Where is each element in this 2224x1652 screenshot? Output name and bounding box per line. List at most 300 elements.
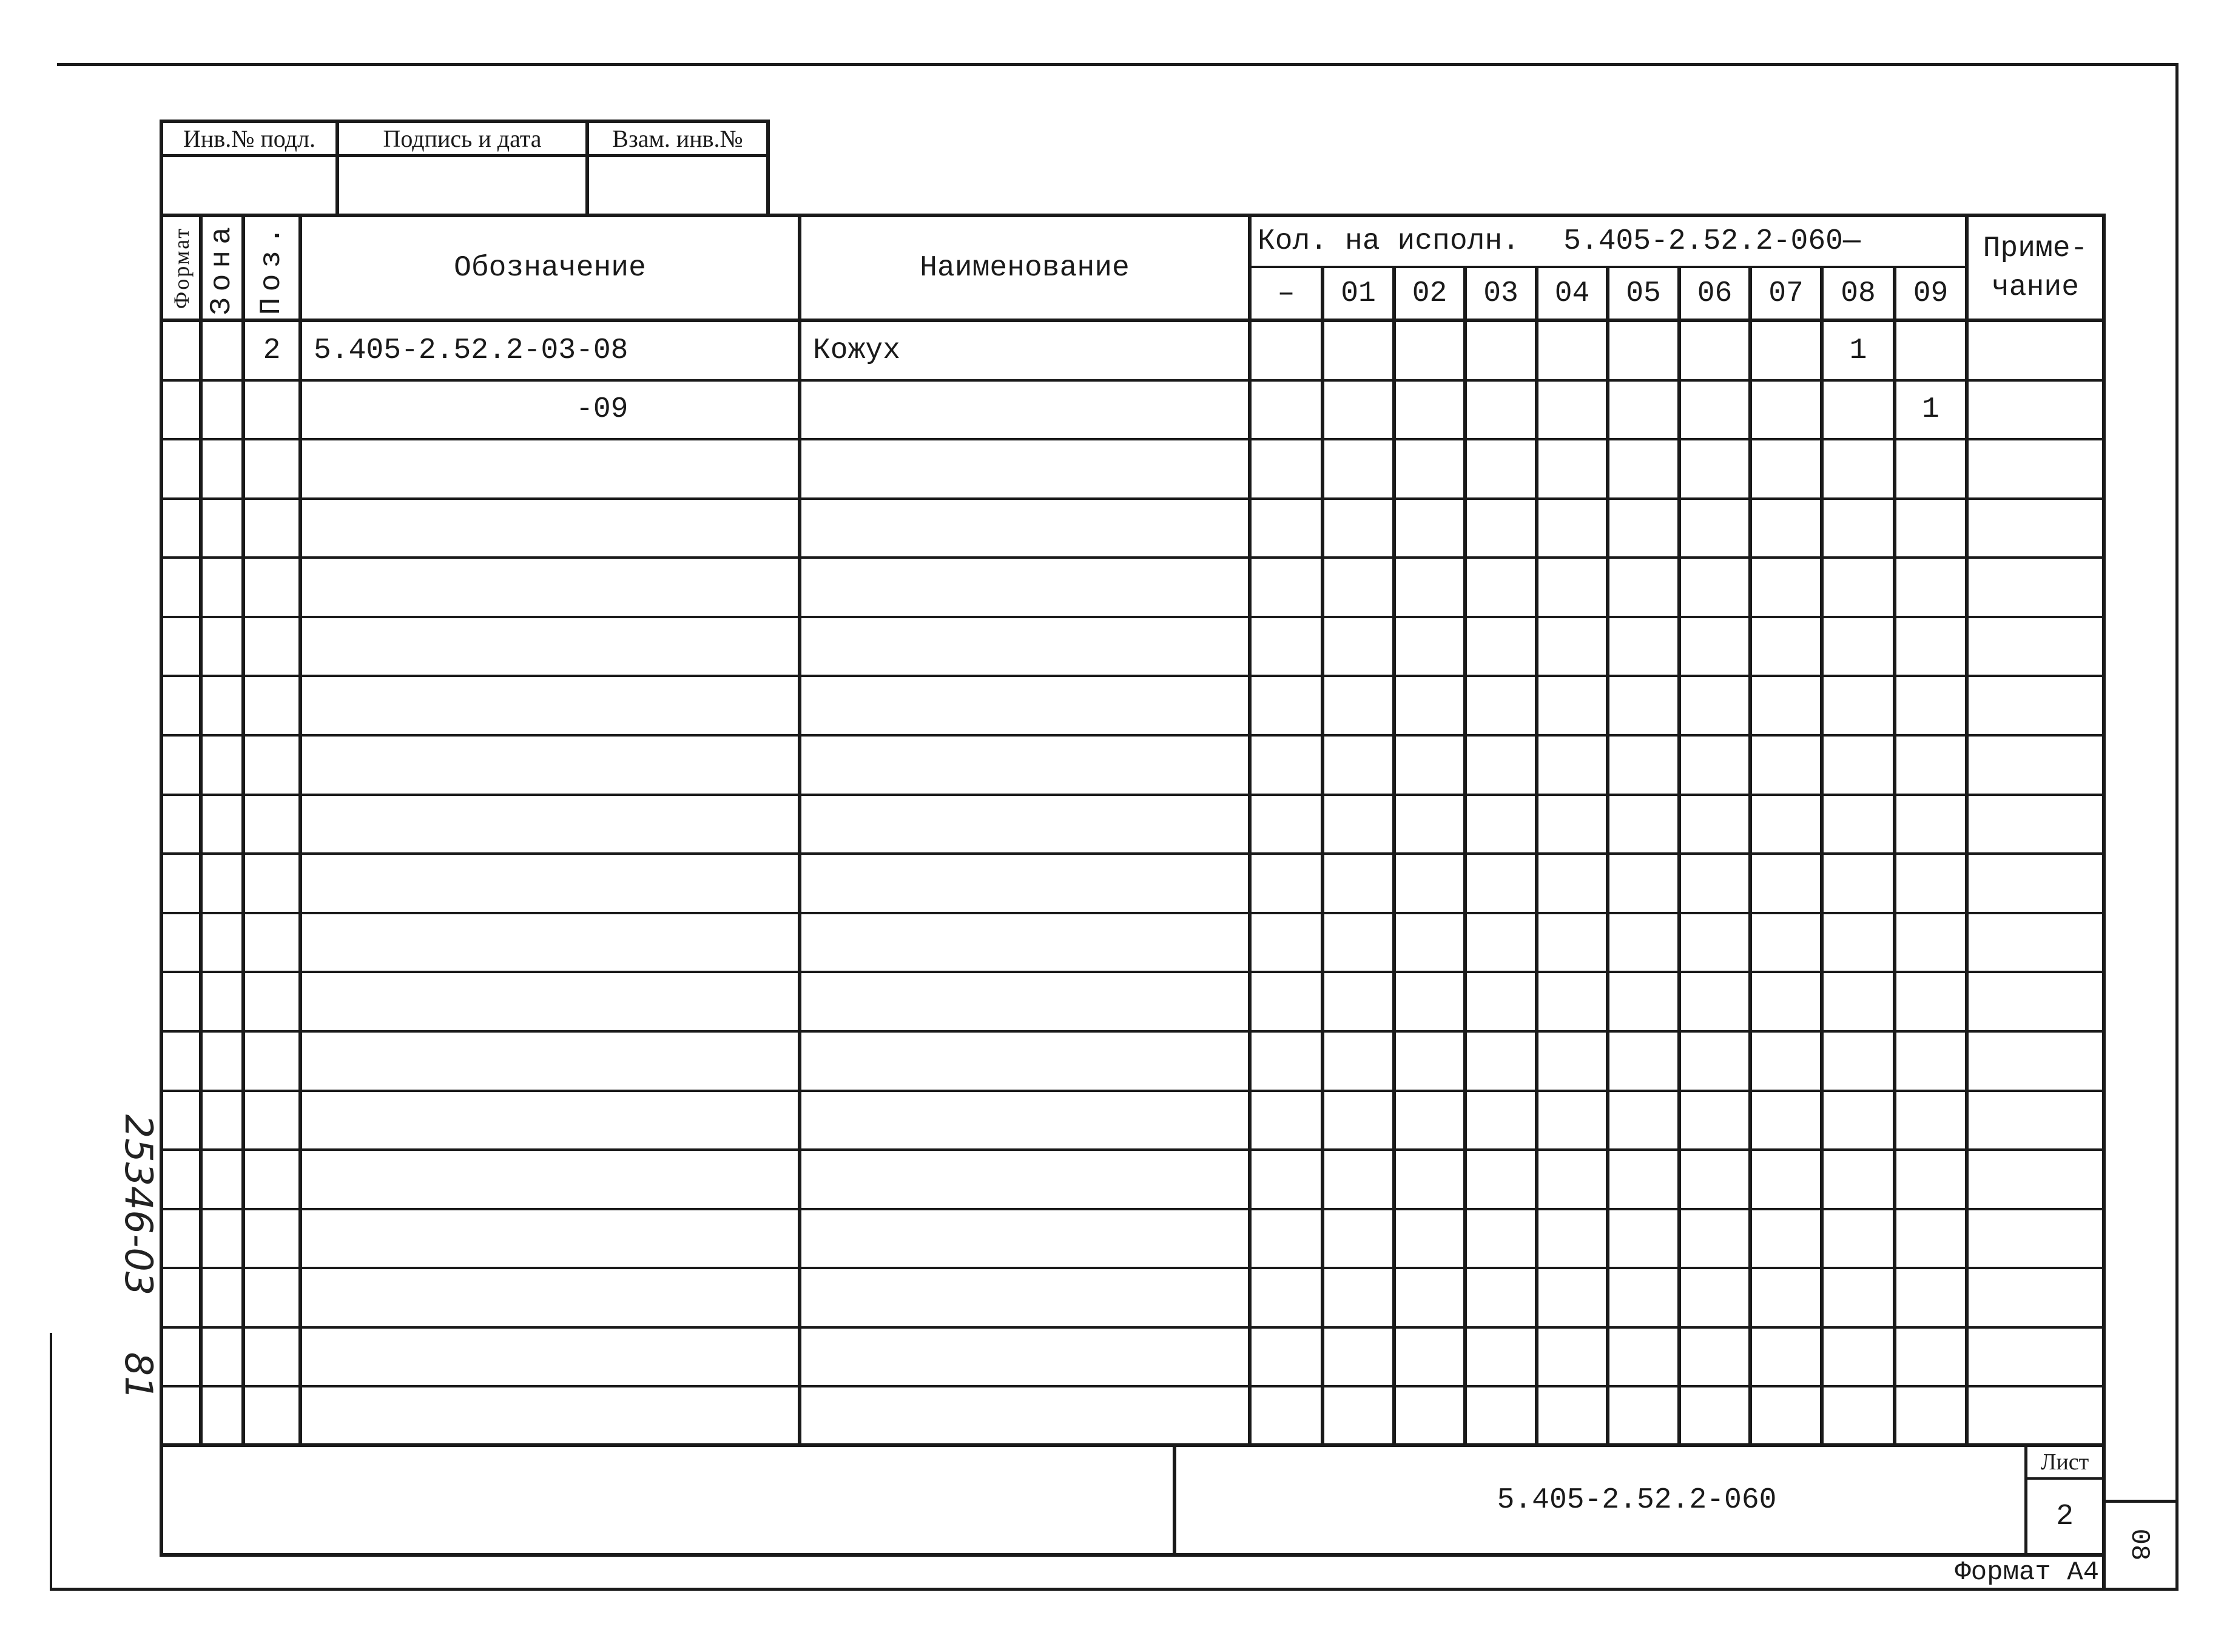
quantity-cell-03	[1467, 1033, 1538, 1092]
quantity-cell-07	[1752, 1329, 1824, 1388]
quantity-cell-01	[1324, 855, 1396, 914]
quantity-cell-03	[1467, 559, 1538, 618]
zone-column-header	[203, 217, 245, 322]
note-cell	[1969, 1151, 2106, 1210]
quantity-cell-03	[1467, 618, 1538, 678]
zone-cell	[203, 618, 245, 678]
quantity-cell-07	[1752, 618, 1824, 678]
quantity-cell-09	[1896, 1329, 1969, 1388]
position-cell	[245, 737, 302, 796]
quantity-cell-base	[1252, 440, 1324, 500]
handwritten-archive-sheet: 81	[116, 1352, 161, 1400]
quantity-label: Кол. на исполн.	[1258, 225, 1520, 258]
quantity-cell-04	[1538, 1387, 1609, 1447]
quantity-cell-09	[1896, 737, 1969, 796]
quantity-cell-01	[1324, 1387, 1396, 1447]
quantity-cell-01	[1324, 322, 1396, 382]
title-block-revisions-area	[163, 1447, 1176, 1553]
quantity-cell-07	[1752, 382, 1824, 441]
quantity-cell-01	[1324, 677, 1396, 737]
quantity-cell-01	[1324, 1210, 1396, 1270]
signature-date-value	[339, 157, 589, 214]
replaced-inventory-value	[589, 157, 770, 214]
position-cell	[245, 796, 302, 855]
quantity-cell-09	[1896, 322, 1969, 382]
quantity-cell-04	[1538, 973, 1609, 1033]
quantity-cell-09-text: 1	[1922, 393, 1939, 426]
format-cell	[163, 914, 203, 974]
quantity-cell-03	[1467, 440, 1538, 500]
quantity-cell-01	[1324, 1151, 1396, 1210]
quantity-cell-02	[1396, 973, 1467, 1033]
position-cell	[245, 1210, 302, 1270]
quantity-cell-02	[1396, 382, 1467, 441]
quantity-cell-07	[1752, 559, 1824, 618]
quantity-cell-02	[1396, 914, 1467, 974]
quantity-cell-06	[1681, 1092, 1752, 1151]
quantity-cell-02	[1396, 855, 1467, 914]
variant-header-02: 02	[1396, 268, 1467, 322]
quantity-cell-01	[1324, 618, 1396, 678]
quantity-cell-03	[1467, 500, 1538, 559]
quantity-cell-06	[1681, 500, 1752, 559]
quantity-cell-05	[1609, 737, 1681, 796]
quantity-cell-03	[1467, 322, 1538, 382]
quantity-cell-01	[1324, 1092, 1396, 1151]
note-header-line2: чание	[1991, 271, 2080, 304]
position-cell	[245, 1329, 302, 1388]
quantity-cell-05	[1609, 1387, 1681, 1447]
format-cell	[163, 1210, 203, 1270]
quantity-cell-06	[1681, 618, 1752, 678]
quantity-cell-02	[1396, 440, 1467, 500]
quantity-cell-03	[1467, 677, 1538, 737]
quantity-cell-09	[1896, 796, 1969, 855]
name-cell	[801, 559, 1252, 618]
note-cell	[1969, 1210, 2106, 1270]
quantity-cell-04	[1538, 1033, 1609, 1092]
quantity-cell-05	[1609, 1092, 1681, 1151]
format-cell	[163, 796, 203, 855]
quantity-cell-07	[1752, 1151, 1824, 1210]
frame-right-line	[2175, 66, 2179, 1591]
format-cell	[163, 677, 203, 737]
position-cell	[245, 322, 302, 382]
position-cell	[245, 1387, 302, 1447]
quantity-cell-05	[1609, 1329, 1681, 1388]
name-cell	[801, 1329, 1252, 1388]
quantity-cell-base	[1252, 500, 1324, 559]
quantity-cell-06	[1681, 973, 1752, 1033]
quantity-cell-01	[1324, 914, 1396, 974]
quantity-cell-02	[1396, 1210, 1467, 1270]
quantity-cell-base	[1252, 1092, 1324, 1151]
format-cell	[163, 382, 203, 441]
designation-cell	[302, 796, 801, 855]
zone-cell	[203, 440, 245, 500]
note-cell	[1969, 677, 2106, 737]
variant-document-code: 5.405-2.52.2-060—	[1563, 225, 1861, 258]
quantity-cell-03	[1467, 973, 1538, 1033]
quantity-cell-05	[1609, 440, 1681, 500]
quantity-cell-02	[1396, 1387, 1467, 1447]
variant-header-09: 09	[1896, 268, 1969, 322]
quantity-cell-07	[1752, 1387, 1824, 1447]
quantity-cell-06	[1681, 1033, 1752, 1092]
quantity-cell-08	[1824, 796, 1896, 855]
quantity-cell-01	[1324, 1329, 1396, 1388]
format-cell	[163, 1387, 203, 1447]
quantity-cell-07	[1752, 796, 1824, 855]
designation-cell	[302, 1210, 801, 1270]
quantity-cell-05	[1609, 559, 1681, 618]
quantity-cell-06	[1681, 855, 1752, 914]
quantity-cell-08	[1824, 1387, 1896, 1447]
format-cell	[163, 1033, 203, 1092]
quantity-cell-09	[1896, 1210, 1969, 1270]
name-cell	[801, 500, 1252, 559]
zone-cell	[203, 382, 245, 441]
quantity-cell-07	[1752, 1092, 1824, 1151]
name-cell-text: Кожух	[813, 334, 901, 367]
signature-date-header: Подпись и дата	[339, 123, 589, 157]
quantity-cell-09	[1896, 677, 1969, 737]
quantity-cell-03	[1467, 1387, 1538, 1447]
quantity-cell-03	[1467, 1210, 1538, 1270]
quantity-cell-05	[1609, 618, 1681, 678]
quantity-cell-04	[1538, 1329, 1609, 1388]
quantity-cell-base	[1252, 1151, 1324, 1210]
zone-cell	[203, 677, 245, 737]
quantity-cell-07	[1752, 500, 1824, 559]
quantity-cell-02	[1396, 737, 1467, 796]
quantity-cell-01	[1324, 796, 1396, 855]
note-cell	[1969, 973, 2106, 1033]
quantity-cell-05	[1609, 1033, 1681, 1092]
name-cell	[801, 382, 1252, 441]
format-cell	[163, 855, 203, 914]
quantity-cell-07	[1752, 1210, 1824, 1270]
quantity-cell-08	[1824, 855, 1896, 914]
note-header-line1: Приме-	[1983, 232, 2088, 265]
zone-cell	[203, 559, 245, 618]
zone-cell	[203, 1210, 245, 1270]
zone-cell	[203, 500, 245, 559]
format-cell	[163, 973, 203, 1033]
variant-header-05: 05	[1609, 268, 1681, 322]
designation-cell	[302, 737, 801, 796]
quantity-cell-04	[1538, 618, 1609, 678]
quantity-cell-06	[1681, 1269, 1752, 1329]
name-cell	[801, 855, 1252, 914]
name-cell	[801, 440, 1252, 500]
quantity-cell-02	[1396, 559, 1467, 618]
quantity-cell-02	[1396, 677, 1467, 737]
name-cell	[801, 1033, 1252, 1092]
quantity-cell-06	[1681, 1329, 1752, 1388]
format-cell	[163, 440, 203, 500]
position-cell	[245, 1033, 302, 1092]
format-column-header	[163, 217, 203, 322]
quantity-cell-05	[1609, 1210, 1681, 1270]
name-cell	[801, 677, 1252, 737]
quantity-cell-08	[1824, 618, 1896, 678]
name-cell	[801, 1210, 1252, 1270]
quantity-cell-02	[1396, 1151, 1467, 1210]
frame-bottom-line	[50, 1588, 2179, 1591]
zone-cell	[203, 1092, 245, 1151]
name-cell	[801, 796, 1252, 855]
quantity-cell-07	[1752, 322, 1824, 382]
quantity-cell-09	[1896, 618, 1969, 678]
quantity-cell-06	[1681, 737, 1752, 796]
quantity-cell-02	[1396, 322, 1467, 382]
quantity-cell-04	[1538, 1269, 1609, 1329]
quantity-cell-01	[1324, 559, 1396, 618]
format-cell	[163, 1329, 203, 1388]
album-page-number: 08	[2124, 1528, 2154, 1561]
quantity-cell-05	[1609, 914, 1681, 974]
quantity-cell-06	[1681, 322, 1752, 382]
note-cell	[1969, 322, 2106, 382]
quantity-cell-06	[1681, 1210, 1752, 1270]
name-cell	[801, 1151, 1252, 1210]
name-cell	[801, 973, 1252, 1033]
name-cell	[801, 1269, 1252, 1329]
quantity-cell-06	[1681, 1151, 1752, 1210]
quantity-cell-base	[1252, 1033, 1324, 1092]
designation-cell	[302, 1387, 801, 1447]
quantity-cell-02	[1396, 796, 1467, 855]
quantity-cell-01	[1324, 737, 1396, 796]
quantity-cell-04	[1538, 1151, 1609, 1210]
quantity-cell-05	[1609, 322, 1681, 382]
quantity-cell-03	[1467, 914, 1538, 974]
designation-cell	[302, 382, 801, 441]
inventory-number-header: Инв.№ подл.	[163, 123, 339, 157]
quantity-cell-03	[1467, 1092, 1538, 1151]
quantity-cell-09	[1896, 559, 1969, 618]
quantity-cell-02	[1396, 618, 1467, 678]
quantity-cell-base	[1252, 322, 1324, 382]
position-header-label: Поз.	[255, 220, 288, 315]
quantity-cell-08	[1824, 1151, 1896, 1210]
quantity-cell-base	[1252, 559, 1324, 618]
position-cell	[245, 1151, 302, 1210]
quantity-cell-08	[1824, 677, 1896, 737]
designation-cell	[302, 1329, 801, 1388]
format-cell	[163, 559, 203, 618]
note-cell	[1969, 382, 2106, 441]
quantity-cell-02	[1396, 1329, 1467, 1388]
quantity-cell-05	[1609, 677, 1681, 737]
quantity-cell-03	[1467, 855, 1538, 914]
note-cell	[1969, 1269, 2106, 1329]
quantity-cell-03	[1467, 1329, 1538, 1388]
quantity-cell-base	[1252, 796, 1324, 855]
zone-cell	[203, 1329, 245, 1388]
designation-cell	[302, 914, 801, 974]
quantity-cell-07	[1752, 855, 1824, 914]
name-cell	[801, 737, 1252, 796]
note-cell	[1969, 1387, 2106, 1447]
replaced-inventory-header: Взам. инв.№	[589, 123, 770, 157]
quantity-cell-07	[1752, 440, 1824, 500]
designation-cell	[302, 1033, 801, 1092]
quantity-cell-02	[1396, 500, 1467, 559]
position-cell	[245, 1269, 302, 1329]
quantity-cell-07	[1752, 677, 1824, 737]
zone-cell	[203, 322, 245, 382]
quantity-cell-04	[1538, 677, 1609, 737]
quantity-cell-09	[1896, 914, 1969, 974]
position-cell	[245, 855, 302, 914]
format-header-label: Формат	[169, 226, 194, 309]
quantity-cell-base	[1252, 1329, 1324, 1388]
quantity-cell-08	[1824, 973, 1896, 1033]
quantity-cell-09	[1896, 1269, 1969, 1329]
name-cell	[801, 618, 1252, 678]
note-column-header	[1969, 217, 2106, 322]
designation-cell-text: -09	[576, 393, 628, 426]
zone-header-label: Зона	[206, 220, 238, 315]
quantity-cell-01	[1324, 500, 1396, 559]
note-cell	[1969, 737, 2106, 796]
quantity-per-variant-header	[1252, 217, 1969, 268]
note-cell	[1969, 1092, 2106, 1151]
quantity-cell-01	[1324, 382, 1396, 441]
inventory-number-value	[163, 157, 339, 214]
name-column-header: Наименование	[801, 217, 1252, 322]
zone-cell	[203, 796, 245, 855]
designation-cell	[302, 440, 801, 500]
quantity-cell-base	[1252, 1210, 1324, 1270]
designation-cell	[302, 973, 801, 1033]
quantity-cell-01	[1324, 1269, 1396, 1329]
quantity-cell-05	[1609, 382, 1681, 441]
quantity-cell-08	[1824, 914, 1896, 974]
zone-cell	[203, 973, 245, 1033]
position-cell	[245, 440, 302, 500]
sheet-number: 2	[2027, 1480, 2106, 1553]
quantity-cell-09	[1896, 1033, 1969, 1092]
quantity-cell-08	[1824, 1269, 1896, 1329]
quantity-cell-07	[1752, 1269, 1824, 1329]
quantity-cell-01	[1324, 440, 1396, 500]
note-cell	[1969, 855, 2106, 914]
quantity-cell-02	[1396, 1033, 1467, 1092]
quantity-cell-base	[1252, 618, 1324, 678]
quantity-cell-02	[1396, 1092, 1467, 1151]
quantity-cell-09	[1896, 1092, 1969, 1151]
quantity-cell-04	[1538, 500, 1609, 559]
quantity-cell-09	[1896, 973, 1969, 1033]
note-cell	[1969, 618, 2106, 678]
quantity-cell-08	[1824, 1329, 1896, 1388]
variant-header-08: 08	[1824, 268, 1896, 322]
quantity-cell-09	[1896, 1387, 1969, 1447]
zone-cell	[203, 1033, 245, 1092]
sheet-label: Лист	[2027, 1447, 2106, 1480]
quantity-cell-08	[1824, 737, 1896, 796]
quantity-cell-02	[1396, 1269, 1467, 1329]
zone-cell	[203, 737, 245, 796]
quantity-cell-04	[1538, 1092, 1609, 1151]
quantity-cell-03	[1467, 796, 1538, 855]
quantity-cell-06	[1681, 914, 1752, 974]
quantity-cell-08	[1824, 559, 1896, 618]
format-cell	[163, 618, 203, 678]
note-cell	[1969, 1329, 2106, 1388]
quantity-cell-07	[1752, 973, 1824, 1033]
position-cell	[245, 500, 302, 559]
note-cell	[1969, 1033, 2106, 1092]
quantity-cell-base	[1252, 1269, 1324, 1329]
position-cell-text: 2	[263, 334, 281, 367]
quantity-cell-04	[1538, 796, 1609, 855]
quantity-cell-05	[1609, 855, 1681, 914]
quantity-cell-09	[1896, 440, 1969, 500]
position-cell	[245, 618, 302, 678]
designation-cell	[302, 559, 801, 618]
zone-cell	[203, 1269, 245, 1329]
quantity-cell-01	[1324, 1033, 1396, 1092]
quantity-cell-04	[1538, 322, 1609, 382]
title-block	[160, 1447, 2106, 1557]
variant-header-06: 06	[1681, 268, 1752, 322]
quantity-cell-07	[1752, 1033, 1824, 1092]
quantity-cell-base	[1252, 914, 1324, 974]
quantity-cell-08	[1824, 500, 1896, 559]
quantity-cell-06	[1681, 796, 1752, 855]
quantity-cell-08-text: 1	[1849, 334, 1867, 367]
quantity-cell-08	[1824, 440, 1896, 500]
variant-header-07: 07	[1752, 268, 1824, 322]
quantity-cell-09	[1896, 382, 1969, 441]
designation-cell	[302, 855, 801, 914]
quantity-cell-06	[1681, 440, 1752, 500]
quantity-cell-base	[1252, 855, 1324, 914]
note-cell	[1969, 914, 2106, 974]
note-cell	[1969, 796, 2106, 855]
format-cell	[163, 1151, 203, 1210]
position-cell	[245, 677, 302, 737]
position-cell	[245, 559, 302, 618]
quantity-cell-09	[1896, 855, 1969, 914]
quantity-cell-04	[1538, 737, 1609, 796]
quantity-cell-04	[1538, 559, 1609, 618]
quantity-cell-01	[1324, 973, 1396, 1033]
zone-cell	[203, 914, 245, 974]
quantity-cell-08	[1824, 382, 1896, 441]
designation-cell	[302, 1269, 801, 1329]
quantity-cell-09	[1896, 500, 1969, 559]
designation-cell	[302, 500, 801, 559]
zone-cell	[203, 1387, 245, 1447]
quantity-cell-base	[1252, 973, 1324, 1033]
quantity-cell-08	[1824, 1210, 1896, 1270]
handwritten-archive-number: 25346-03	[116, 1114, 161, 1296]
quantity-cell-03	[1467, 1269, 1538, 1329]
quantity-cell-base	[1252, 677, 1324, 737]
quantity-cell-08	[1824, 322, 1896, 382]
frame-left-line	[50, 1333, 52, 1591]
quantity-cell-07	[1752, 914, 1824, 974]
specification-table	[160, 214, 2106, 1447]
designation-cell-text: 5.405-2.52.2-03-08	[314, 334, 628, 367]
quantity-cell-08	[1824, 1092, 1896, 1151]
format-cell	[163, 1269, 203, 1329]
